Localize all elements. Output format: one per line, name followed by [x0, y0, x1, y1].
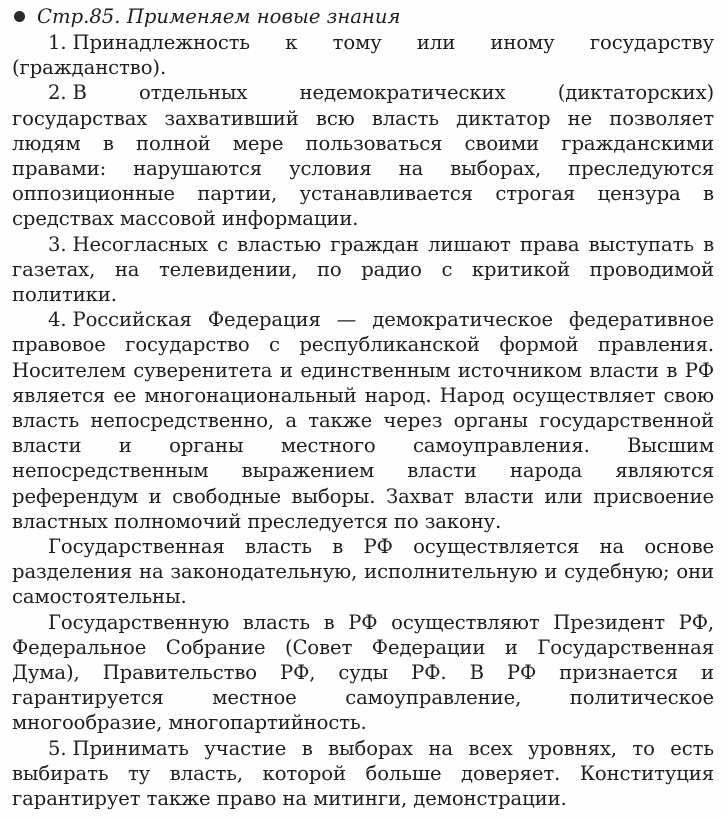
answer-text: Принимать участие в выборах на всех уровнях, то есть выбирать ту власть, которой больше доверяет. Конституция гарантирует также право на митинги, демонстрации. [12, 736, 714, 811]
answer-number: 3. [48, 232, 67, 256]
section-heading [12, 4, 714, 29]
answer-number: 4. [48, 308, 67, 332]
answer-paragraph-3 [12, 232, 714, 308]
answer-paragraph-4-continuation-b [12, 610, 714, 736]
answer-text: Принадлежность к тому или иному государству (гражданство). [12, 31, 714, 80]
answer-number: 1. [48, 31, 67, 54]
answer-paragraph-4-continuation-a [12, 534, 714, 610]
answer-paragraph-1 [12, 30, 714, 80]
answer-paragraph-4 [12, 307, 714, 534]
answer-text: Государственная власть в РФ осуществляется на основе разделения на законодательную, исполнительную и судебную; они самостоятельны. [12, 535, 714, 609]
answer-text: Государственную власть в РФ осуществляют Президент РФ, Федеральное Собрание (Совет Федерации и Государственная Дума), Правительство РФ, суды РФ. В РФ признается и гарантируется местное самоуправление, политическое многообразие, многопартийность. [12, 610, 714, 735]
answer-number: 5. [48, 736, 67, 760]
filled-circle-bullet-icon [14, 11, 25, 22]
answer-text: Несогласных с властью граждан лишают права выступать в газетах, на телевидении, по радио с критикой проводимой политики. [12, 232, 714, 307]
answer-paragraph-2 [12, 80, 714, 231]
answer-text: Российская Федерация — демократическое федеративное правовое государство с республиканской формой правления. Носителем суверенитета и единственным источником власти в РФ является ее многонациональный народ. Народ осуществляет свою власть непосредственно, а также через органы государственной власти и органы местного самоуправления. Высшим непосредственным выражением власти народа являются референдум и свободные выборы. Захват власти или присвоение властных полномочий преследуется по закону. [12, 308, 714, 533]
section-heading-text: Стр.85. Применяем новые знания [37, 4, 401, 28]
answer-paragraph-5 [12, 736, 714, 812]
answer-number: 2. [48, 81, 67, 105]
answer-text: В отдельных недемократических (диктаторских) государствах захвативший всю власть диктатор не позволяет людям в полной мере пользоваться своими гражданскими правами: нарушаются условия на выборах, преследуются оппозиционные партии, устанавливается строгая цензура в средствах массовой информации. [12, 81, 714, 231]
